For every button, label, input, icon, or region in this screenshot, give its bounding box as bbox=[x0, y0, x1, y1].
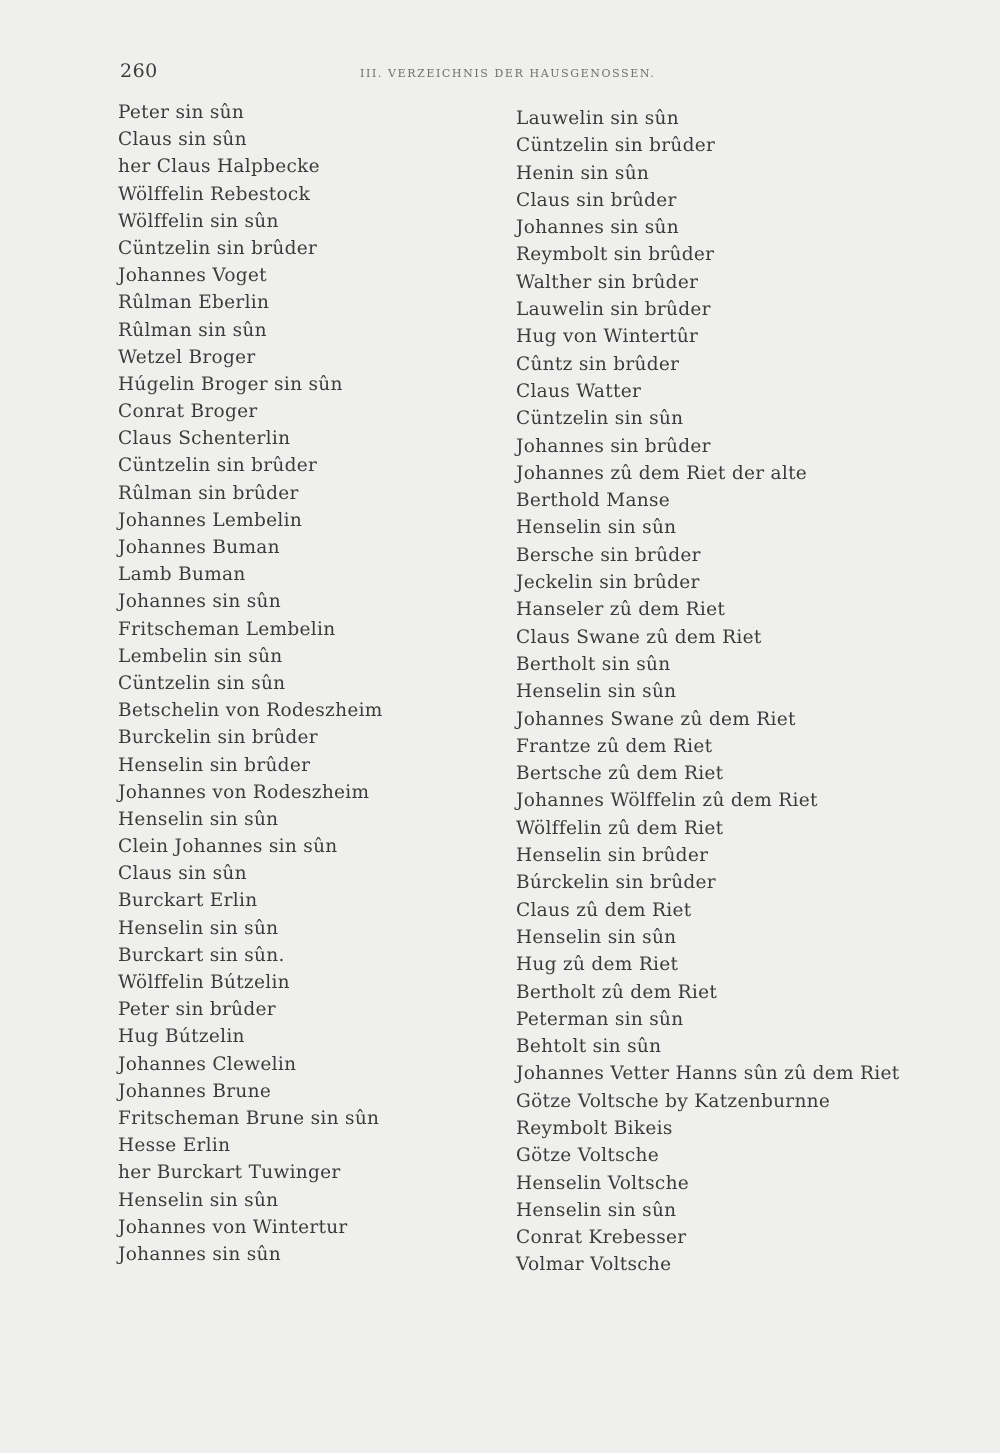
name-entry: Johannes sin sûn bbox=[118, 1243, 281, 1265]
name-entry: Henselin sin sûn bbox=[516, 926, 677, 948]
name-entry: Hug Bútzelin bbox=[118, 1026, 245, 1048]
name-entry: Claus sin sûn bbox=[118, 129, 247, 151]
name-entry: Bersche sin brûder bbox=[516, 544, 701, 566]
name-entry: Rûlman sin sûn bbox=[118, 319, 267, 341]
name-entry: Johannes Brune bbox=[118, 1080, 272, 1102]
name-entry: Hug zû dem Riet bbox=[516, 954, 679, 976]
name-entry: Lauwelin sin sûn bbox=[516, 108, 679, 129]
right-name-column bbox=[516, 105, 936, 1279]
name-entry: Götze Voltsche bbox=[516, 1145, 659, 1167]
name-entry: Henselin sin sûn bbox=[118, 808, 279, 830]
name-entry: Cüntzelin sin sûn bbox=[118, 672, 286, 694]
name-entry: Bertsche zû dem Riet bbox=[516, 763, 724, 785]
name-entry: Henselin sin sûn bbox=[516, 681, 677, 703]
name-entry: Wetzel Broger bbox=[118, 346, 256, 368]
name-entry: Húgelin Broger sin sûn bbox=[118, 373, 343, 395]
page-number: 260 bbox=[120, 60, 158, 82]
name-entry: Henselin sin sûn bbox=[118, 1189, 279, 1211]
name-entry: Hesse Erlin bbox=[118, 1135, 231, 1157]
name-entry: Peterman sin sûn bbox=[516, 1008, 684, 1030]
name-entry: Fritscheman Lembelin bbox=[118, 618, 336, 640]
name-entry: Claus Schenterlin bbox=[118, 428, 291, 450]
name-entry: Rûlman sin brûder bbox=[118, 482, 299, 504]
name-entry: Burckart sin sûn. bbox=[118, 944, 285, 966]
name-entry: Cüntzelin sin sûn bbox=[516, 408, 684, 430]
name-entry: Claus zû dem Riet bbox=[516, 899, 692, 921]
name-entry: Johannes Voget bbox=[118, 265, 267, 287]
name-entry: Wölffelin sin sûn bbox=[118, 210, 279, 232]
name-entry: Johannes von Rodeszheim bbox=[118, 781, 370, 803]
name-entry: Hanseler zû dem Riet bbox=[516, 599, 726, 621]
name-entry: Johannes Lembelin bbox=[118, 509, 303, 531]
name-entry: Johannes von Wintertur bbox=[118, 1216, 348, 1238]
name-entry: Henin sin sûn bbox=[516, 162, 650, 184]
name-entry: Henselin Voltsche bbox=[516, 1172, 690, 1194]
name-entry: Clein Johannes sin sûn bbox=[118, 836, 338, 858]
name-entry: her Claus Halpbecke bbox=[118, 156, 320, 178]
name-entry: Lauwelin sin brûder bbox=[516, 299, 711, 321]
name-entry: Conrat Broger bbox=[118, 401, 258, 423]
name-entry: Reymbolt Bikeis bbox=[516, 1117, 673, 1139]
name-entry: Fritscheman Brune sin sûn bbox=[118, 1107, 380, 1129]
name-entry: Henselin sin sûn bbox=[516, 1199, 677, 1221]
name-entry: Johannes Swane zû dem Riet bbox=[516, 708, 796, 730]
name-entry: Claus Watter bbox=[516, 380, 642, 402]
running-head: III. VERZEICHNIS DER HAUSGENOSSEN. bbox=[360, 67, 656, 80]
name-entry: Cüntzelin sin brûder bbox=[118, 237, 318, 259]
name-entry: Henselin sin brûder bbox=[118, 754, 311, 776]
name-entry: Cüntzelin sin brûder bbox=[516, 135, 716, 157]
name-entry: Lamb Buman bbox=[118, 564, 246, 586]
name-entry: Burckart Erlin bbox=[118, 890, 258, 912]
name-entry: Volmar Voltsche bbox=[516, 1254, 672, 1276]
name-entry: Frantze zû dem Riet bbox=[516, 735, 713, 757]
name-entry: Berthold Manse bbox=[516, 490, 671, 512]
name-entry: Johannes Wölffelin zû dem Riet bbox=[516, 790, 818, 812]
name-entry: Jeckelin sin brûder bbox=[516, 572, 700, 594]
name-entry: Claus sin brûder bbox=[516, 189, 677, 211]
name-entry: Bertholt zû dem Riet bbox=[516, 981, 718, 1003]
name-entry: Johannes sin brûder bbox=[516, 435, 711, 457]
name-entry: Peter sin brûder bbox=[118, 999, 276, 1021]
name-entry: Cûntz sin brûder bbox=[516, 353, 680, 375]
name-entry: Conrat Krebesser bbox=[516, 1227, 687, 1249]
name-entry: Henselin sin sûn bbox=[118, 917, 279, 939]
name-entry: Claus Swane zû dem Riet bbox=[516, 626, 762, 648]
name-entry: Hug von Wintertûr bbox=[516, 326, 699, 348]
name-entry: Wölffelin Rebestock bbox=[118, 183, 311, 205]
name-entry: Götze Voltsche by Katzenburnne bbox=[516, 1090, 831, 1112]
name-entry: Johannes zû dem Riet der alte bbox=[516, 462, 808, 484]
name-entry: Henselin sin brûder bbox=[516, 845, 709, 867]
name-entry: Johannes Clewelin bbox=[118, 1053, 297, 1075]
name-entry: her Burckart Tuwinger bbox=[118, 1162, 341, 1184]
name-entry: Peter sin sûn bbox=[118, 102, 245, 123]
name-entry: Reymbolt sin brûder bbox=[516, 244, 715, 266]
name-entry: Johannes Buman bbox=[118, 537, 280, 558]
name-entry: Búrckelin sin brûder bbox=[516, 872, 716, 894]
name-entry: Bertholt sin sûn bbox=[516, 653, 671, 675]
name-entry: Lembelin sin sûn bbox=[118, 645, 283, 667]
name-entry: Claus sin sûn bbox=[118, 863, 247, 885]
left-name-column bbox=[118, 99, 488, 1268]
name-entry: Behtolt sin sûn bbox=[516, 1036, 662, 1058]
name-entry: Johannes sin sûn bbox=[516, 217, 679, 239]
name-entry: Wölffelin Bútzelin bbox=[118, 972, 290, 993]
name-entry: Betschelin von Rodeszheim bbox=[118, 700, 383, 722]
name-entry: Rûlman Eberlin bbox=[118, 292, 270, 314]
name-entry: Wölffelin zû dem Riet bbox=[516, 817, 724, 839]
name-entry: Johannes Vetter Hanns sûn zû dem Riet bbox=[516, 1063, 900, 1085]
name-entry: Cüntzelin sin brûder bbox=[118, 455, 318, 477]
name-entry: Burckelin sin brûder bbox=[118, 727, 318, 749]
name-entry: Johannes sin sûn bbox=[118, 591, 281, 613]
name-entry: Henselin sin sûn bbox=[516, 517, 677, 539]
name-entry: Walther sin brûder bbox=[516, 271, 699, 293]
